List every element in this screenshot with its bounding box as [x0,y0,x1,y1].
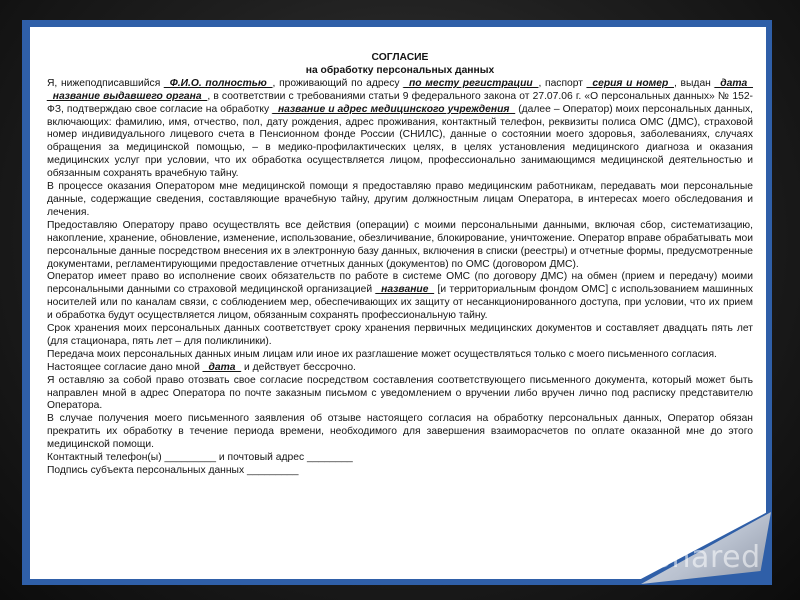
text-segment: Оператор имеет право во исполнение своих обязательств по работе в системе ОМС (по договору ДМС) на обмен (прием и передачу) моими персональными данными со страховой медицинской организацией [47,271,753,296]
text-segment: , выдан [674,77,715,89]
field-insurer-name: _название_ [375,284,435,296]
paragraph-signature: Подпись субъекта персональных данных _________ [47,465,299,476]
watermark-text: Shared [652,540,761,575]
text-segment: [и территориальным фондом ОМС] с использованием машинных носителей или по каналам связи, с соблюдением мер, обеспечивающих их защиту от несанкционированного доступа, при условии, что их прием и обработка будут осуществляется лицом, обязанным сохранять профессиональную тайну. [47,284,753,322]
document-subtitle: на обработку персональных данных [305,64,495,76]
field-full-name: _Ф.И.О. полностью_ [163,77,273,89]
field-passport: _серия и номер_ [586,77,675,89]
text-segment: Я, нижеподписавшийся [47,77,164,89]
paragraph-transfer-right: В процессе оказания Оператором мне медицинской помощи я предоставляю право медицинским работникам, передавать мои персональные данные, содержащие сведения, составляющие врачебную тайну, другим должностным лицам Оператора, в интересах моего обследования и лечения. [47,181,753,218]
field-issue-date: _дата_ [714,77,753,89]
field-address: _по месту регистрации_ [403,77,539,89]
paragraph-consent-date [47,362,753,375]
paragraph-contacts: Контактный телефон(ы) _________ и почтовый адрес ________ [47,452,353,464]
watermark-logo [606,538,786,578]
paragraph-operations: Предоставляю Оператору право осуществлять все действия (операции) с моими персональными данными, включая сбор, систематизацию, накопление, хранение, обновление, изменение, использование, обезличивание, блокирование, уничтожение. Оператор вправе обрабатывать мои персональные данные посредством внесения их в электронную базу данных, включения в списки (реестры) и отчетные формы, предусмотренные документами, регламентирующими предоставление отчетных данных (документов) по ОМС (договором ДМС). [47,219,753,270]
paragraph-exchange [47,271,753,323]
text-segment: и действует бессрочно. [241,361,356,373]
field-consent-date: _дата_ [202,361,242,373]
text-segment: (далее – Оператор) моих персональных данных, включающих: фамилию, имя, отчество, пол, дату рождения, адрес проживания, контактный телефон, реквизиты полиса ОМС (ДМС), страховой номер индивидуального лицевого счета в Пенсионном фонде России (СНИЛС), данные о состоянии моего здоровья, заболеваниях, случаях обращения за медицинской помощью, – в медико-профилактических целях, в целях установления медицинского диагноза и оказания медицинских услуг при условии, что их обработка осуществляется лицом, профессионально занимающимся медицинской деятельностью и обязанным сохранять врачебную тайну. [47,103,753,180]
text-segment: Настоящее согласие дано мной [47,361,203,373]
text-segment: , паспорт [538,77,587,89]
paragraph-revocation-effect: В случае получения моего письменного заявления об отзыве настоящего согласия на обработку персональных данных, Оператор обязан прекратить их обработку в течение периода времени, необходимого для завершения взаиморасчетов по оплате оказанной мне до этого медицинской помощи. [47,413,753,451]
paragraph-revocation: Я оставляю за собой право отозвать свое согласие посредством составления соответствующего письменного документа, который может быть направлен мной в адрес Оператора по почте заказным письмом с уведомлением о вручении либо вручен лично под расписку представителю Оператора. [47,374,753,412]
slideshare-icon [606,540,646,583]
consent-document [47,52,753,478]
field-institution: _название и адрес медицинского учреждения_ [272,103,516,115]
paragraph-disclosure: Передача моих персональных данных иным лицам или иное их разглашение может осуществляться только с моего письменного согласия. [47,348,717,360]
paragraph-storage-term: Срок хранения моих персональных данных соответствует сроку хранения первичных медицинских документов и составляет двадцать пять лет (для стационара, пять лет – для поликлиники). [47,323,753,347]
paragraph-identity [47,78,753,181]
field-issuer: _название выдавшего органа_ [47,90,208,102]
text-segment: , в соответствии с требованиями статьи 9 федерального закона от 27.07.06 г. «О персональных данных» № 152-ФЗ, подтверждаю свое согласие на обработку [47,90,753,115]
document-title: СОГЛАСИЕ [371,52,429,63]
text-segment: , проживающий по адресу [272,77,404,89]
